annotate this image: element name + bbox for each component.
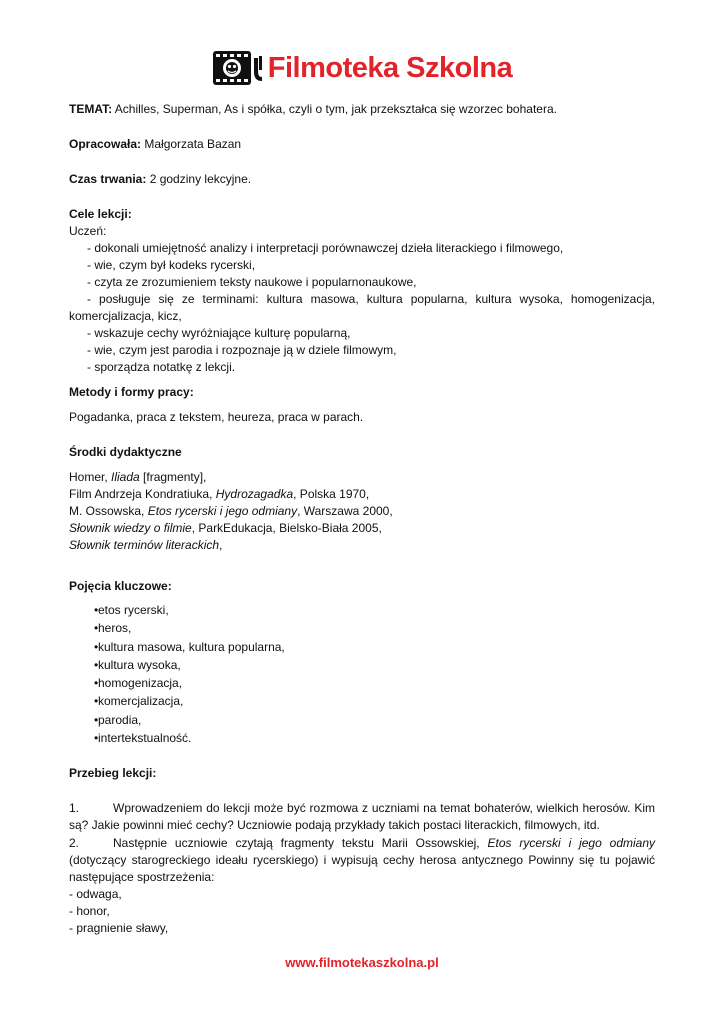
- goal-item: - czyta ze zrozumieniem teksty naukowe i popularnonaukowe,: [87, 275, 417, 289]
- aid-item: M. Ossowska, Etos rycerski i jego odmiany, Warszawa 2000,: [69, 504, 393, 518]
- concept-item: • etos rycerski,: [69, 601, 655, 619]
- footer-url[interactable]: www.filmotekaszkolna.pl: [285, 955, 439, 970]
- film-reel-icon: [212, 50, 266, 86]
- aid-item: Słownik terminów literackich,: [69, 538, 223, 552]
- methods-heading: Metody i formy pracy:: [69, 385, 194, 399]
- goal-item: - dokonali umiejętność analizy i interpretacji porównawczej dzieła literackiego i filmowego,: [87, 241, 564, 255]
- concept-item: • intertekstualność.: [69, 729, 655, 747]
- concepts-heading: Pojęcia kluczowe:: [69, 579, 172, 593]
- concept-item: • homogenizacja,: [69, 674, 655, 692]
- aid-item: Film Andrzeja Kondratiuka, Hydrozagadka, Polska 1970,: [69, 487, 370, 501]
- goal-item: - wie, czym jest parodia i rozpoznaje ją w dziele filmowym,: [87, 343, 397, 357]
- aid-item: Homer, Iliada [fragmenty],: [69, 470, 207, 484]
- concept-item: • kultura masowa, kultura popularna,: [69, 638, 655, 656]
- trait-item: - pragnienie sławy,: [69, 921, 169, 936]
- goal-item: - wskazuje cechy wyróżniające kulturę popularną,: [87, 326, 351, 340]
- duration-line: Czas trwania: 2 godziny lekcyjne.: [69, 172, 252, 186]
- topic-line: TEMAT: Achilles, Superman, As i spółka, czyli o tym, jak przekształca się wzorzec bohatera.: [69, 102, 557, 116]
- goal-item: - sporządza notatkę z lekcji.: [87, 360, 236, 374]
- goal-item-continued: komercjalizacja, kicz,: [69, 309, 182, 323]
- concept-item: • komercjalizacja,: [69, 692, 655, 710]
- aids-heading: Środki dydaktyczne: [69, 445, 182, 459]
- goals-heading: Cele lekcji:: [69, 207, 132, 221]
- step-1: 1. Wprowadzeniem do lekcji może być rozmowa z uczniami na temat bohaterów, wielkich herosów. Kim są? Jakie powinni mieć cechy? Uczniowie podają przykłady takich postaci literackich, filmowych, itd.: [69, 801, 655, 833]
- goal-item: - posługuje się ze terminami: kultura masowa, kultura popularna, kultura wysoka, homogenizacja,: [87, 292, 655, 306]
- goals-intro: Uczeń:: [69, 224, 107, 238]
- concept-item: • kultura wysoka,: [69, 656, 655, 674]
- concept-item: • heros,: [69, 619, 655, 637]
- document-body: [69, 101, 655, 937]
- header: [0, 50, 724, 89]
- course-heading: Przebieg lekcji:: [69, 766, 157, 781]
- goal-item: - wie, czym był kodeks rycerski,: [87, 258, 256, 272]
- author-line: Opracowała: Małgorzata Bazan: [69, 137, 242, 151]
- trait-item: - honor,: [69, 904, 110, 919]
- goals-list: [69, 240, 655, 376]
- concepts-list: [69, 601, 655, 747]
- methods-text: Pogadanka, praca z tekstem, heureza, praca w parach.: [69, 410, 364, 424]
- step-2: 2. Następnie uczniowie czytają fragmenty tekstu Marii Ossowskiej, Etos rycerski i jego odmiany (dotyczący starogreckiego ideału rycerskiego) i wypisują cechy herosa antycznego Powinny się tu pojawić następujące spostrzeżenia:: [69, 836, 656, 885]
- course-steps: [69, 800, 655, 937]
- logo-text: Filmoteka Szkolna: [267, 51, 513, 84]
- aid-item: Słownik wiedzy o filmie, ParkEdukacja, Bielsko-Biała 2005,: [69, 521, 382, 535]
- trait-item: - odwaga,: [69, 887, 122, 902]
- concept-item: • parodia,: [69, 711, 655, 729]
- logo: [212, 50, 513, 86]
